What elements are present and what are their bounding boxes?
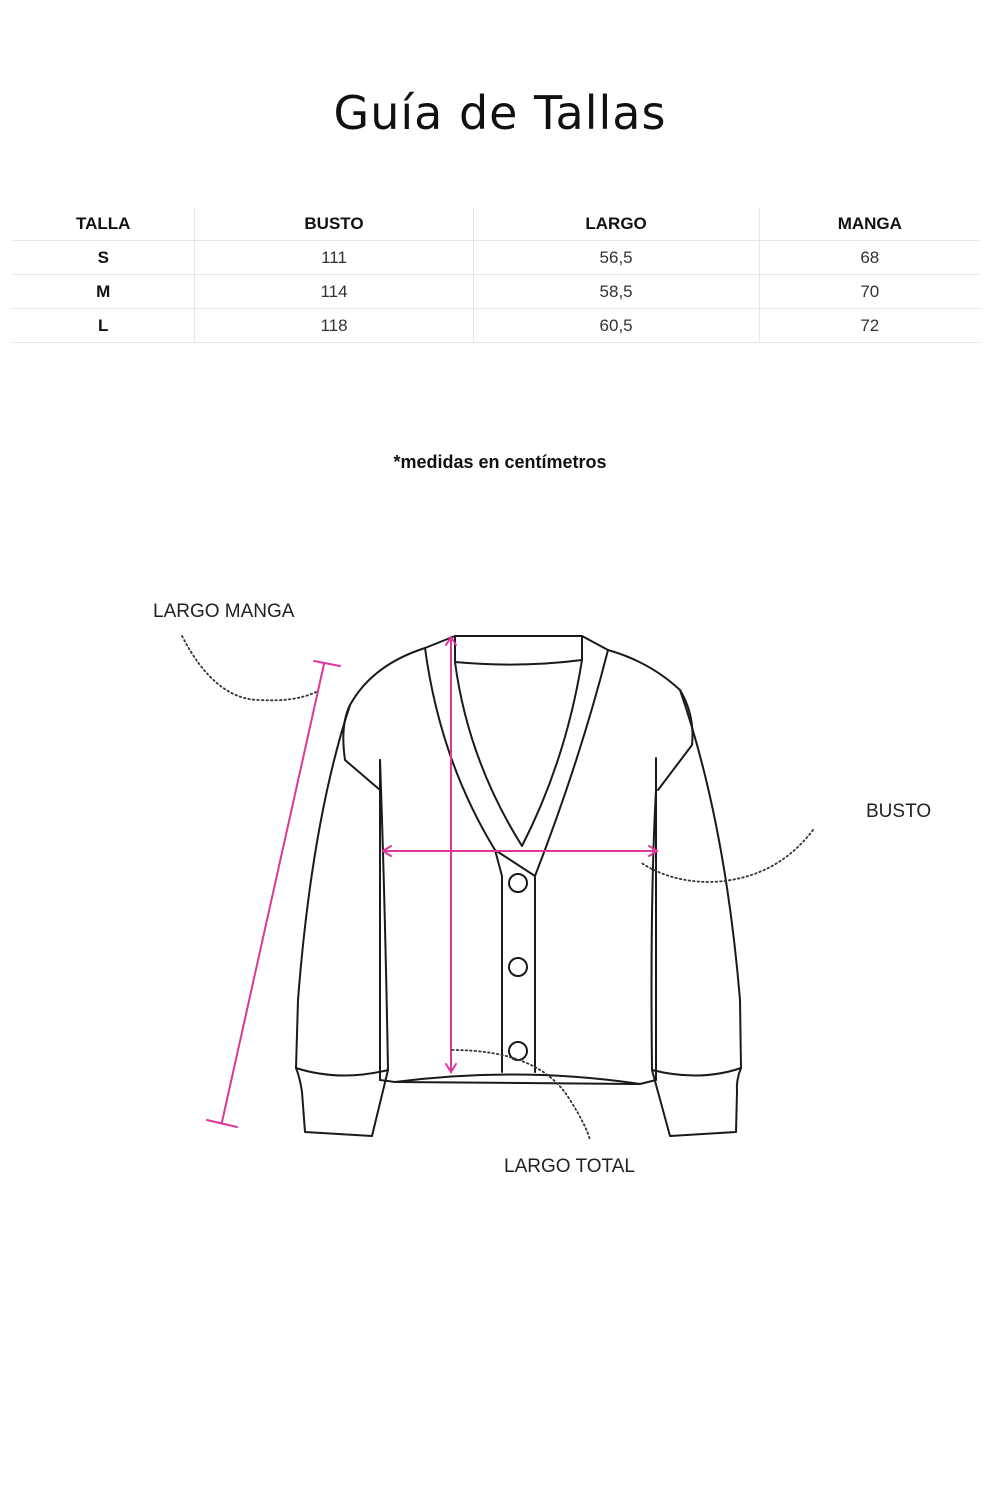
units-note: *medidas en centímetros <box>393 452 607 472</box>
cell-manga: 72 <box>759 309 980 343</box>
right-cuff <box>652 1068 741 1136</box>
label-busto: BUSTO <box>866 801 932 822</box>
header-talla: TALLA <box>12 208 195 241</box>
label-largo-total: LARGO TOTAL <box>504 1156 635 1177</box>
cell-busto: 118 <box>195 309 473 343</box>
bust-leader-line <box>640 830 813 882</box>
v-neck-band-inner <box>455 660 582 846</box>
placket-left <box>495 850 502 1072</box>
right-sleeve-outer <box>680 690 741 1068</box>
cell-largo: 60,5 <box>473 309 759 343</box>
back-neck <box>455 636 582 665</box>
cell-size: S <box>12 241 195 275</box>
header-busto: BUSTO <box>195 208 473 241</box>
v-neck-band-outer <box>425 648 608 876</box>
cell-manga: 70 <box>759 275 980 309</box>
cell-busto: 114 <box>195 275 473 309</box>
left-sleeve-outer <box>296 705 350 1068</box>
cell-size: M <box>12 275 195 309</box>
cell-largo: 58,5 <box>473 275 759 309</box>
length-leader-line <box>452 1050 590 1140</box>
right-shoulder <box>608 650 693 790</box>
sleeve-leader-line <box>182 636 316 700</box>
cell-manga: 68 <box>759 241 980 275</box>
cell-largo: 56,5 <box>473 241 759 275</box>
sleeve-measure-cap-top <box>314 661 340 666</box>
cell-size: L <box>12 309 195 343</box>
left-shoulder <box>343 648 425 790</box>
header-manga: MANGA <box>759 208 980 241</box>
button-1 <box>509 874 527 892</box>
left-cuff <box>296 1068 388 1136</box>
button-2 <box>509 958 527 976</box>
left-sleeve-inner <box>380 760 388 1070</box>
left-cuff-seam <box>296 1068 388 1076</box>
header-largo: LARGO <box>473 208 759 241</box>
cell-busto: 111 <box>195 241 473 275</box>
label-largo-manga: LARGO MANGA <box>153 601 295 622</box>
measure-lines <box>207 637 657 1127</box>
page-title: Guía de Tallas <box>333 86 667 140</box>
right-cuff-seam <box>652 1068 741 1076</box>
